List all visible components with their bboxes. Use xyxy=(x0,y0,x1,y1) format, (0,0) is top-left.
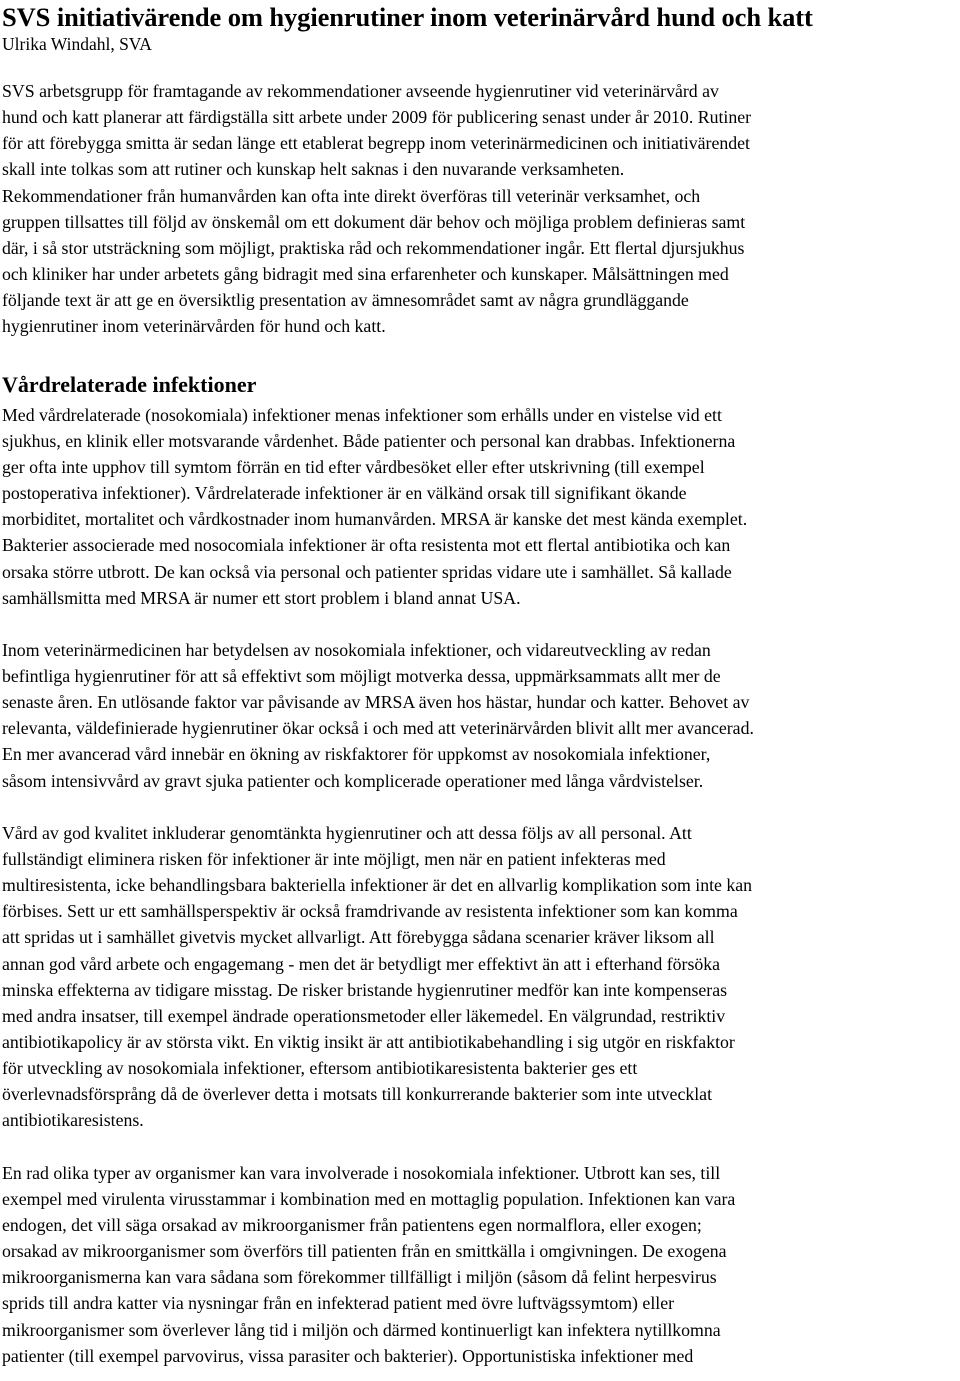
paragraph-line: senaste åren. En utlösande faktor var påvisande av MRSA även hos hästar, hundar och katter. Behovet av xyxy=(2,692,750,713)
spacer xyxy=(2,611,958,637)
paragraph-line: postoperativa infektioner). Vårdrelaterade infektioner är en välkänd orsak till signifikant ökande xyxy=(2,483,687,504)
paragraph-4 xyxy=(2,1160,958,1369)
paragraph-1 xyxy=(2,402,958,611)
paragraph-line: morbiditet, mortalitet och vårdkostnader inom humanvården. MRSA är kanske det mest kända exemplet. xyxy=(2,509,748,530)
paragraph-line: Vård av god kvalitet inkluderar genomtänkta hygienrutiner och att dessa följs av all personal. Att xyxy=(2,822,692,843)
paragraph-line: överlevnadsförsprång då de överlever detta i motsats till konkurrerande bakterier som inte utvecklat xyxy=(2,1084,713,1105)
paragraph-line: endogen, det vill säga orsakad av mikroorganismer från patientens egen normalflora, eller exogen; xyxy=(2,1214,702,1235)
paragraph-line: minska effekterna av tidigare misstag. De risker bristande hygienrutiner medför kan inte kompenseras xyxy=(2,979,728,1000)
intro-line: följande text är att ge en översiktlig presentation av ämnesområdet samt av några grundläggande xyxy=(2,290,689,311)
paragraph-line: antibiotikaresistens. xyxy=(2,1110,144,1131)
paragraph-2 xyxy=(2,637,958,794)
intro-line: för att förebygga smitta är sedan länge ett etablerat begrepp inom veterinärmedicinen och initiativärendet xyxy=(2,133,750,154)
paragraph-line: samhällsmitta med MRSA är numer ett stort problem i bland annat USA. xyxy=(2,587,521,608)
paragraph-line: orsakad av mikroorganismer som överförs till patienten från en smittkälla i omgivningen. De exogena xyxy=(2,1241,727,1262)
paragraph-line: mikroorganismer som överlever lång tid i miljön och därmed kontinuerligt kan infektera nytillkomna xyxy=(2,1319,721,1340)
intro-line: skall inte tolkas som att rutiner och kunskap helt saknas i den nuvarande verksamheten. xyxy=(2,159,625,180)
paragraph-line: sprids till andra katter via nysningar från en infekterad patient med övre luftvägssymtom) eller xyxy=(2,1293,675,1314)
section-heading: Vårdrelaterade infektioner xyxy=(2,371,257,397)
intro-line: och kliniker har under arbetets gång bidragit med sina erfarenheter och kunskaper. Målsättningen med xyxy=(2,264,729,285)
paragraph-3 xyxy=(2,820,958,1134)
paragraph-line: Med vårdrelaterade (nosokomiala) infektioner menas infektioner som erhålls under en vistelse vid ett xyxy=(2,404,722,425)
paragraph-line: för utveckling av nosokomiala infektioner, eftersom antibiotikaresistenta bakterier ges ett xyxy=(2,1058,638,1079)
paragraph-line: orsaka större utbrott. De kan också via personal och patienter spridas vidare ute i samhället. Så kallade xyxy=(2,561,732,582)
intro-line: Rekommendationer från humanvården kan ofta inte direkt överföras till veterinär verksamhet, och xyxy=(2,185,701,206)
author-line: Ulrika Windahl, SVA xyxy=(2,34,152,54)
intro-paragraph xyxy=(2,78,958,340)
intro-line: gruppen tillsattes till följd av önskemål om ett dokument där behov och möjliga problem definieras samt xyxy=(2,211,746,232)
paragraph-line: befintliga hygienrutiner för att så effektivt som möjligt motverka dessa, uppmärksammats allt mer de xyxy=(2,665,721,686)
paragraph-line: patienter (till exempel parvovirus, vissa parasiter och bakterier). Opportunistiska infektioner med xyxy=(2,1345,694,1366)
paragraph-line: annan god vård arbete och engagemang - men det är betydligt mer effektivt än att i efterhand försöka xyxy=(2,953,721,974)
paragraph-line: förbises. Sett ur ett samhällsperspektiv är också framdrivande av resistenta infektioner som kan komma xyxy=(2,901,738,922)
intro-line: där, i så stor utsträckning som möjligt, praktiska råd och rekommendationer ingår. Ett flertal djursjukhus xyxy=(2,237,745,258)
paragraph-line: såsom intensivvård av gravt sjuka patienter och komplicerade operationer med långa vårdvistelser. xyxy=(2,770,704,791)
spacer xyxy=(2,794,958,820)
paragraph-line: Inom veterinärmedicinen har betydelsen av nosokomiala infektioner, och vidareutveckling av redan xyxy=(2,639,711,660)
spacer xyxy=(2,340,958,366)
paragraph-line: mikroorganismerna kan vara sådana som förekommer tillfälligt i miljön (såsom då felint herpesvirus xyxy=(2,1267,717,1288)
paragraph-line: med andra insatser, till exempel ändrade operationsmetoder eller läkemedel. En välgrundad, restriktiv xyxy=(2,1005,726,1026)
paragraph-line: multiresistenta, icke behandlingsbara bakteriella infektioner är det en allvarlig komplikation som inte kan xyxy=(2,875,753,896)
paragraph-line: ger ofta inte upphov till symtom förrän en tid efter vårdbesöket eller efter utskrivning (till exempel xyxy=(2,456,705,477)
paragraph-line: relevanta, väldefinierade hygienrutiner ökar också i och med att veterinärvården blivit allt mer avancerad. xyxy=(2,718,754,739)
paragraph-line: antibiotikapolicy är av största vikt. En viktig insikt är att antibiotikabehandling i sig utgör en riskfaktor xyxy=(2,1032,735,1052)
paragraph-line: att spridas ut i samhället givetvis mycket allvarligt. Att förebygga sådana scenarier kräver liksom all xyxy=(2,927,715,948)
paragraph-line: exempel med virulenta virusstammar i kombination med en mottaglig population. Infektionen kan vara xyxy=(2,1188,736,1209)
paragraph-line: Bakterier associerade med nosocomiala infektioner är ofta resistenta mot ett flertal antibiotika och kan xyxy=(2,535,731,556)
paragraph-line: fullständigt eliminera risken för infektioner är inte möjligt, men när en patient infekteras med xyxy=(2,848,666,869)
paragraph-line: sjukhus, en klinik eller motsvarande vårdenhet. Både patienter och personal kan drabbas. Infektionerna xyxy=(2,430,736,451)
document-page xyxy=(2,0,958,1369)
intro-line: SVS arbetsgrupp för framtagande av rekommendationer avseende hygienrutiner vid veterinärvård av xyxy=(2,81,719,101)
paragraph-line: En rad olika typer av organismer kan vara involverade i nosokomiala infektioner. Utbrott kan ses, till xyxy=(2,1162,721,1183)
spacer xyxy=(2,1134,958,1160)
intro-line: hund och katt planerar att färdigställa sitt arbete under 2009 för publicering senast under år 2010. Rutiner xyxy=(2,107,752,128)
intro-line: hygienrutiner inom veterinärvården för hund och katt. xyxy=(2,316,386,337)
paragraph-line: En mer avancerad vård innebär en ökning av riskfaktorer för uppkomst av nosokomiala infektioner, xyxy=(2,744,711,765)
document-title: SVS initiativärende om hygienrutiner inom veterinärvård hund och katt xyxy=(2,2,813,32)
